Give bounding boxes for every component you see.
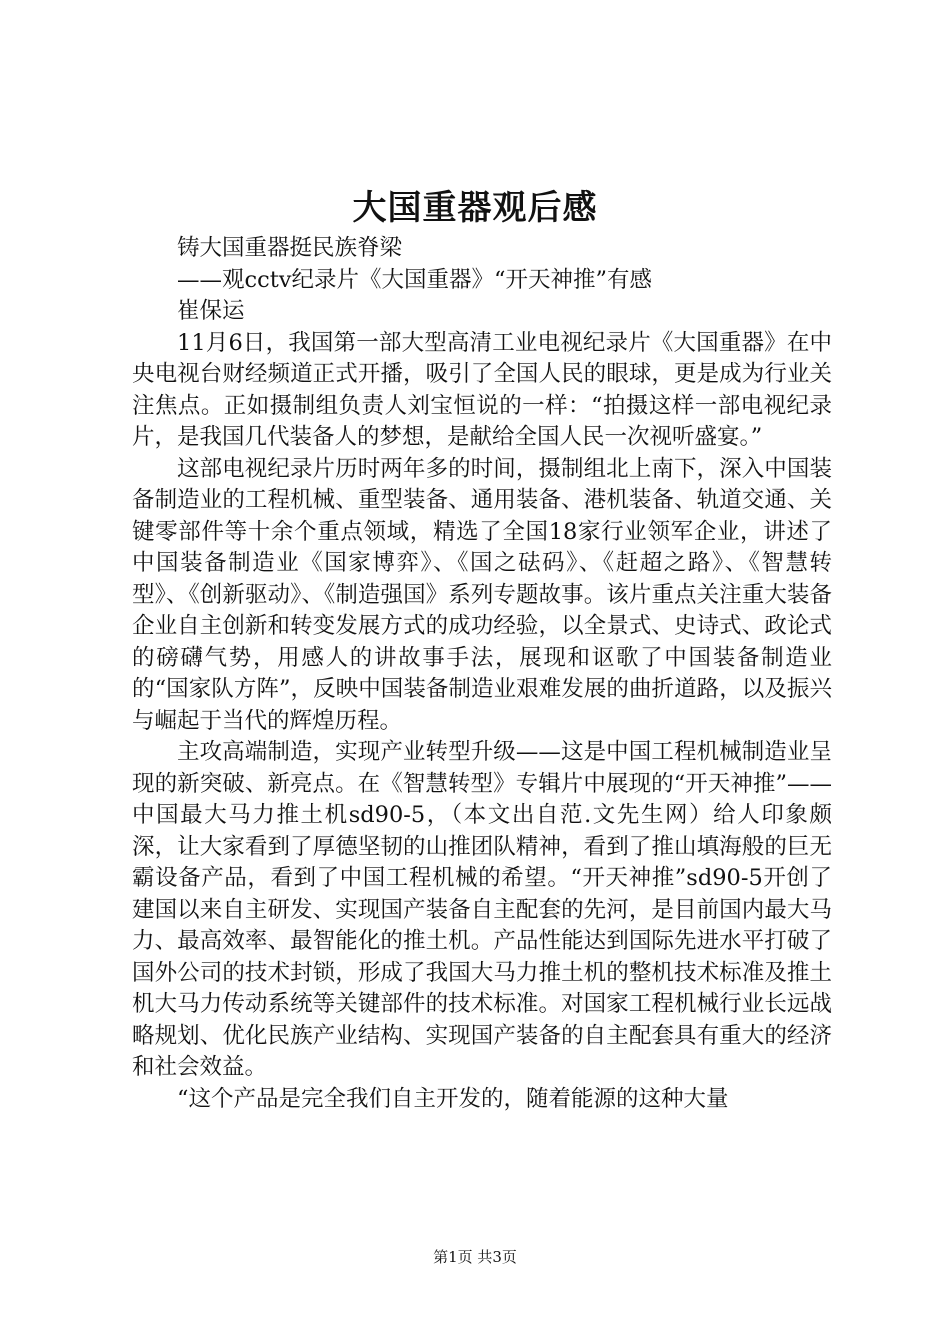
- subtitle-line-1: 铸大国重器挺民族脊梁: [177, 235, 403, 261]
- author-name: 崔保运: [177, 298, 245, 324]
- paragraph: 主攻高端制造，实现产业转型升级——这是中国工程机械制造业呈现的新突破、新亮点。在《智慧转型》专辑片中展现的“开天神推”——中国最大马力推土机sd90-5，（本文出自范.文先生网）给人印象颇深，让大家看到了厚德坚韧的山推团队精神，看到了推山填海般的巨无霸设备产品，看到了中国工程机械的希望。“开天神推”sd90-5开创了建国以来自主研发、实现国产装备自主配套的先河，是目前国内最大马力、最高效率、最智能化的推土机。产品性能达到国际先进水平打破了国外公司的技术封锁，形成了我国大马力推土机的整机技术标准及推土机大马力传动系统等关键部件的技术标准。对国家工程机械行业长远战略规划、优化民族产业结构、实现国产装备的自主配套具有重大的经济和社会效益。: [132, 739, 832, 1080]
- page-number-footer: 第1页 共3页: [433, 1248, 517, 1266]
- paragraph: 这部电视纪录片历时两年多的时间，摄制组北上南下，深入中国装备制造业的工程机械、重型装备、通用装备、港机装备、轨道交通、关键零部件等十余个重点领域，精选了全国18家行业领军企业，讲述了中国装备制造业《国家博弈》、《国之砝码》、《赶超之路》、《智慧转型》、《创新驱动》、《制造强国》系列专题故事。该片重点关注重大装备企业自主创新和转变发展方式的成功经验，以全景式、史诗式、政论式的磅礴气势，用感人的讲故事手法，展现和讴歌了中国装备制造业的“国家队方阵”，反映中国装备制造业艰难发展的曲折道路，以及振兴与崛起于当代的辉煌历程。: [132, 455, 832, 734]
- paragraph: “这个产品是完全我们自主开发的，随着能源的这种大量: [177, 1085, 729, 1112]
- document-body: [132, 233, 832, 1115]
- document-title: 大国重器观后感: [352, 188, 598, 228]
- paragraph: 11月6日，我国第一部大型高清工业电视纪录片《大国重器》在中央电视台财经频道正式开播，吸引了全国人民的眼球，更是成为行业关注焦点。正如摄制组负责人刘宝恒说的一样：“拍摄这样一部电视纪录片，是我国几代装备人的梦想，是献给全国人民一次视听盛宴。”: [132, 329, 832, 450]
- subtitle-line-2: ——观cctv纪录片《大国重器》“开天神推”有感: [177, 266, 652, 293]
